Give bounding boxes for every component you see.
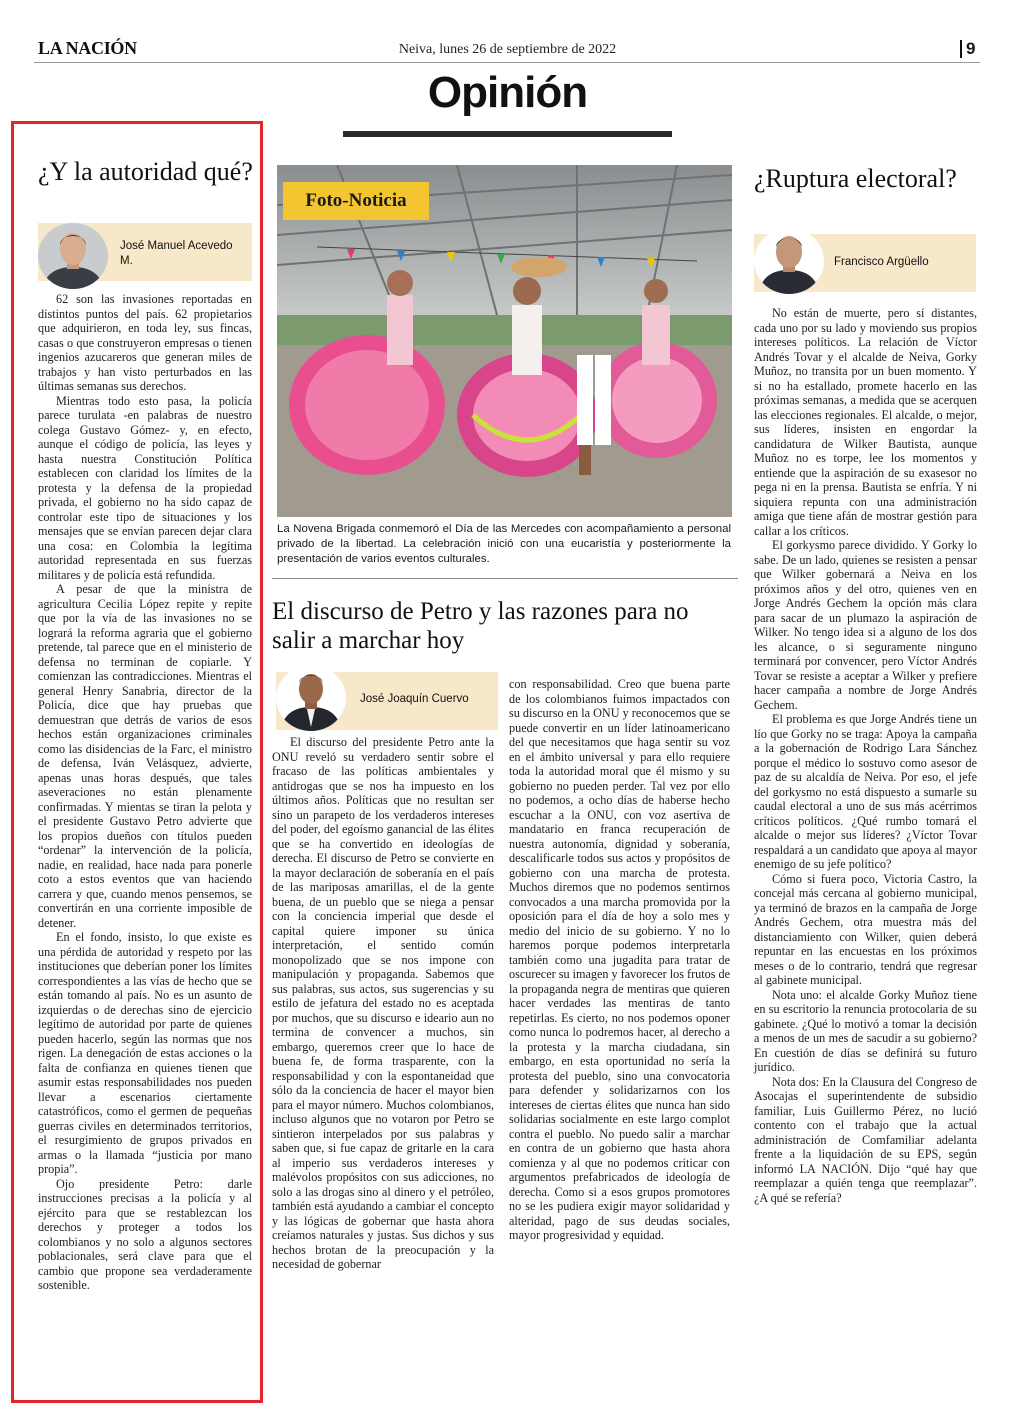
left-article-paragraph: Ojo presidente Petro: darle instrucciones precisas a la policía y al ejército para que se restablezcan los derechos y proteger a todos los colombianos y no solo a algunos sectores poblacionales, será clave para que el cambio que propone sea verdaderamente sostenible. (38, 1176, 252, 1292)
center-article-author: José Joaquín Cuervo (360, 693, 469, 705)
author-portrait-cuervo (276, 665, 346, 731)
header-divider (34, 62, 980, 63)
right-article-paragraph: El gorkysmo parece dividido. Y Gorky lo sabe. De un lado, quienes se resisten a pensar que Wilker gobernará a Neiva en los próximos años y del otro, quienes ven en Jorge Andrés Gechem la opción más clara para sacar de un plumazo la aspiración de Wilker. No tengo idea si a alguno de los dos les alcance, o si seguramente ninguno terminará por convencer, pero Víctor Andrés Tovar se resiste a aceptar a Wilker y prefiere hacer campaña a nombre de Jorge Andrés Gechem. (754, 538, 977, 712)
right-article-title: ¿Ruptura electoral? (754, 164, 957, 193)
left-article-body (38, 292, 252, 1293)
masthead-logo: LA NACIÓN (38, 38, 137, 58)
left-article-paragraph: A pesar de que la ministra de agricultura Cecilia López repite y repite que por la vía de las invasiones no se logrará la reforma agraria que el gobierno pretende, tal parece que en el ministerio de defensa no terminan de copiarle. Y comienzan las contradicciones. Mientras el general Henry Sanabria, director de la Policía, dice que hay pruebas que demuestran que detrás de varios de esos hechos están organizaciones criminales como las disidencias de la Farc, el ministro de defensa, Iván Velásquez, advierte, apenas unas horas después, que tales aseveraciones no están plenamente confirmadas. Y mientas se tiran la pelota y el presidente Gustavo Petro advierte que los propios dueños con títulos pueden “ordenar” la intervención de la policía, nadie, en realidad, hace nada para ponerle coto a estos eventos que van haciendo carrera y que, cuando menos pensemos, se convertirán en una corriente imposible de detener. (38, 582, 252, 930)
author-portrait-acevedo (38, 223, 108, 289)
right-article-body (754, 306, 977, 1205)
left-article-paragraph: 62 son las invasiones reportadas en distintos puntos del país. 62 propietarios que adquirieron, en toda ley, sus fincas, casas o que construyeron empresas o tienen ingenios azucareros que generan miles de trabajos y han visto perturbados en las últimas semanas sus derechos. (38, 292, 252, 393)
right-article-paragraph: El problema es que Jorge Andrés tiene un lío que Gorky no se traga: Apoya la campaña a la gobernación de Rodrigo Lara Sánchez porque el médico lo sostuvo como asesor de paz de su alcaldía de Neiva. Por eso, el jefe del gorkysmo no está dispuesto a sumarle su caudal electoral a uno de sus más acérrimos críticos políticos. ¿Qué rumbo tomará el alcalde o mejor sus líderes? ¿Víctor Tovar respaldará a un candidato que apoya al mayor enemigo de su jefe político? (754, 712, 977, 871)
center-article-paragraph: con responsabilidad. Creo que buena parte de los colombianos fuimos impactados con su discurso en la ONU y reconocemos que se puede convertir en un líder latinoamericano del que necesitamos que haga sentir su voz en el ámbito universal y para ello requiere toda la autoridad moral que él mismo y su gobierno no pueden perder. Tal vez por ello no podemos, a ocho días de haberse hecho escuchar a la ONU, con voz asertiva de mandatario en franca recuperación de nuestra autonomía, dignidad y soberanía, descalificarle todos sus actos y propósitos de gobierno con una marcha de protesta. Muchos diremos que no podemos sentirnos convocados a una marcha promovida por la oposición para el día de hoy a solo mes y medio del inicio de su gobierno. Y no lo haremos porque podemos interpretarla también como una jugadita para tratar de oscurecer su imagen y favorecer los frutos de la propaganda negra de mentiras que quieren hacer verdades las mentiras de tanto repetirlas. Es cierto, no nos podemos oponer como nunca lo podremos hacer, al derecho a la protesta y la marcha ciudadana, sin embargo, en esta oportunidad no sería la protesta del pueblo, sino una convocatoria para defender y solidarizarnos con los intereses de ciertas élites que nunca han sido solidarias socialmente en este largo complot contra el pueblo. No puedo salir a marchar en contra de un gobierno que hasta ahora comienza y al que no podemos criticar con argumentos prefabricados de ideología de derecha. Como si a esos grupos promotores no se les pudiera exigir mayor solidaridad y alteridad, pago de sus deudas sociales, mayor progresividad y equidad. (509, 677, 730, 1242)
left-article-title: ¿Y la autoridad qué? (38, 157, 253, 186)
page-number: 9 (960, 40, 975, 58)
section-title: Opinión (427, 68, 588, 117)
photo-news-image (277, 165, 732, 517)
section-underline (343, 131, 672, 137)
right-article-paragraph: Cómo si fuera poco, Victoria Castro, la concejal más cercana al gobierno municipal, ya terminó de brazos en la campaña de Jorge Andrés Gechem, otra muestra más del distanciamiento con Wilker, quien deberá repuntar en las encuestas en los próximos meses o de lo contrario, tendrá que regresar al gabinete municipal. (754, 871, 977, 987)
caption-divider (272, 578, 738, 579)
left-article-author: José Manuel Acevedo M. (120, 240, 233, 267)
center-article-title: El discurso de Petro y las razones para no salir a marchar hoy (272, 598, 689, 654)
right-article-paragraph: No están de muerte, pero sí distantes, cada uno por su lado y moviendo sus propios intereses políticos. La relación de Víctor Andrés Tovar y el alcalde de Neiva, Gorky Muñoz, no transita por un buen momento. Y si no ha estallado, promete hacerlo en las próximas semanas, a medida que se acerquen las elecciones regionales. El alcalde, o mejor, sus líderes, insisten en engordar la candidatura de Wilker Bautista, aunque Muñoz no es torpe, lee los momentos y entiende que la aspiración de su exasesor no pega ni en la prensa. Bautista se enfría. Y ni siquiera repunta con una administración amiga que tiene afán de mostrar gestión para callar a los críticos. (754, 306, 977, 538)
photo-news-tag: Foto-Noticia (283, 182, 429, 220)
right-article-paragraph: Nota uno: el alcalde Gorky Muñoz tiene en su escritorio la renuncia protocolaria de su gabinete. ¿Qué lo motivó a tomar la decisión a menos de un mes de sacudir a su gobierno? En cuestión de días se definirá su futuro jurídico. (754, 987, 977, 1074)
right-article-author: Francisco Argüello (834, 256, 929, 268)
center-article-byline (276, 672, 498, 730)
issue-date: Neiva, lunes 26 de septiembre de 2022 (398, 42, 617, 57)
center-article-column-1 (272, 735, 494, 1272)
left-article-byline (38, 223, 252, 281)
left-article-paragraph: En el fondo, insisto, lo que existe es una pérdida de autoridad y respeto por las instituciones que deberían poner los límites correspondientes a las vías de hecho que se están tomando al país. No es un asunto de izquierdas o de derechas sino de ejercicio legítimo de autoridad por parte de quienes pueden hacerlo, según las normas que nos rigen. La denegación de estas acciones o la falta de confianza en quienes tienen que asumir estas responsabilidades nos pueden llevar a escenarios ciertamente catastróficos, como el germen de pequeñas guerras civiles en determinados territorios, el resurgimiento de grupos privados en armas o la llamada “justicia por mano propia”. (38, 930, 252, 1176)
center-article-column-2 (509, 677, 730, 1243)
right-article-paragraph: Nota dos: En la Clausura del Congreso de Asocajas el superintendente de subsidio familiar, Luis Guillermo Pérez, no lució contento con el trabajo que la actual administración de Comfamiliar adelanta frente a la liquidación de su EPS, según informó LA NACIÓN. Dijo “qué hay que reemplazar a quién tenga que reemplazar”. ¿A qué se refería? (754, 1074, 977, 1205)
author-portrait-arguello (754, 228, 824, 294)
center-article-paragraph: El discurso del presidente Petro ante la ONU reveló su verdadero sentir sobre el fracaso de las políticas ambientales y antidrogas que se nos ha impuesto en los últimos años. Políticas que no resultan ser sino un parapeto de los verdaderos intereses del poder, del egoísmo ganancial de las élites que se ha convertido en ideologías de derecha. El discurso de Petro se convierte en la mayor declaración de soberanía en el país de las mariposas amarillas, el de la gente buena, de un pueblo que se niega a pensar con la conciencia imperial que desde el capital quiere imponer su única interpretación, el sentido común monopolizado que se nos impone con manipulación y propaganda. Sabemos que sus palabras, sus actos, sus sugerencias y su estilo de jefatura del estado no es aceptada por muchos, que su discurso e ideario aun no termina de convencer a muchos, sin embargo, queremos creer que lo hace de buena fe, de forma trasparente, con la responsabilidad y con la espontaneidad que sólo da la conciencia de hacer el mayor bien para el mayor número. Muchos colombianos, incluso algunos que no votaron por Petro se sintieron interpelados por sus palabras y saben que, si fue capaz de gritarle en la cara al imperio sus verdaderos intereses y malévolos propósitos con sus adicciones, no solo a las drogas sino al dinero y el petróleo, también está ayudando a cambiar el concepto y las lógicas de gobernar que hasta ahora creíamos naturales y justas. Sus dichos y sus hechos brotan de la preocupación y la necesidad de gobernar (272, 735, 494, 1271)
left-article-paragraph: Mientras todo esto pasa, la policía parece turulata -en palabras de nuestro colega Gustavo Gómez- y, en efecto, aunque el código de policía, las leyes y hasta nuestra Constitución Política establecen con claridad los límites de la protesta y la defensa de la propiedad privada, el gobierno no ha sido capaz de controlar este tipo de situaciones y los mensajes que se envían parecen dejar clara una cosa: en Colombia la legítima autoridad representada en sus fuerzas militares y de policía está refundida. (38, 393, 252, 582)
photo-news-caption: La Novena Brigada conmemoró el Día de las Mercedes con acompañamiento a personal privado de la libertad. La celebración inició con una eucaristía y posteriormente la presentación de varios eventos culturales. (277, 523, 731, 565)
right-article-byline (754, 234, 976, 292)
